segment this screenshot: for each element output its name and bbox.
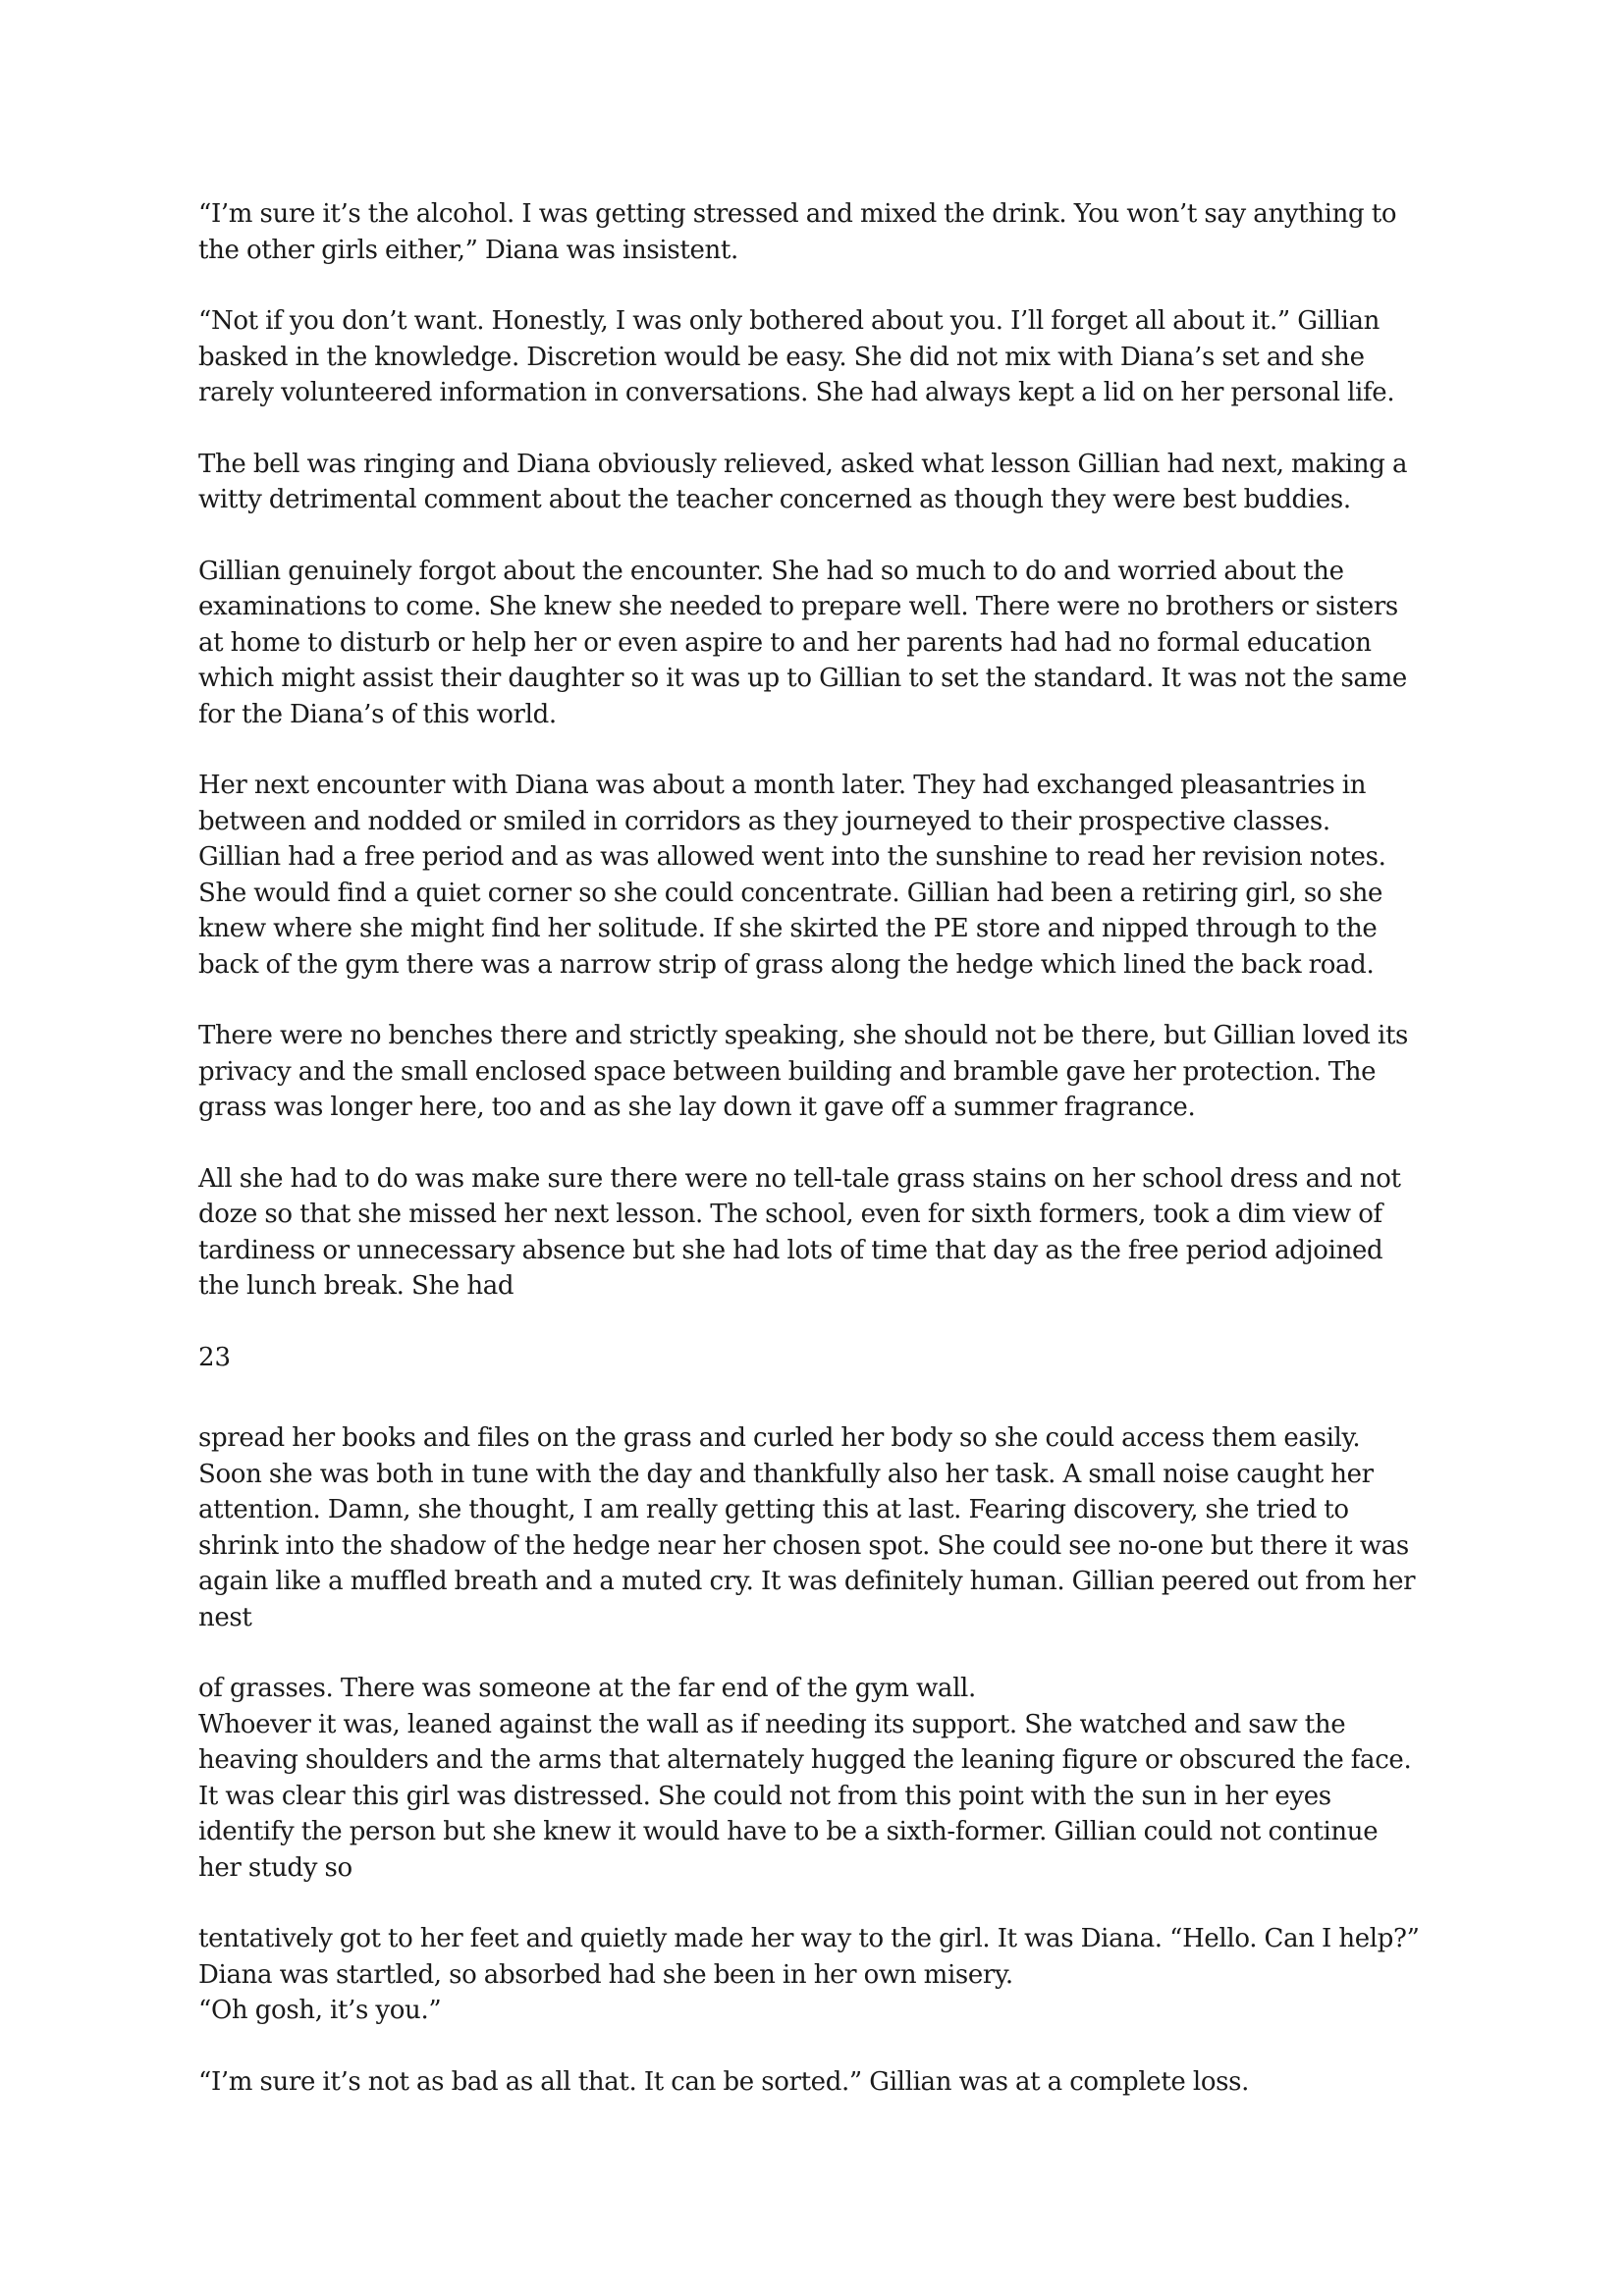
text-line: back of the gym there was a narrow strip of grass along the hedge which lined the back road.: [198, 949, 1375, 980]
text-line: Diana was startled, so absorbed had she been in her own misery.: [198, 1959, 1013, 1990]
paragraph: [198, 196, 1465, 268]
text-line: between and nodded or smiled in corridors as they journeyed to their prospective classes.: [198, 806, 1330, 836]
text-line: There were no benches there and strictly speaking, she should not be there, but Gillian loved its: [198, 1021, 1409, 1050]
text-line: identify the person but she knew it would have to be a sixth-former. Gillian could not continue: [198, 1817, 1379, 1846]
paragraph: [198, 768, 1465, 983]
text-line: tardiness or unnecessary absence but she had lots of time that day as the free period adjoined: [198, 1235, 1383, 1265]
text-line: “Not if you don’t want. Honestly, I was only bothered about you. I’ll forget all about it.” Gillian: [198, 306, 1380, 336]
text-line: It was clear this girl was distressed. She could not from this point with the sun in her eyes: [198, 1781, 1331, 1811]
text-line: her study so: [198, 1852, 352, 1883]
text-line: Her next encounter with Diana was about a month later. They had exchanged pleasantries in: [198, 771, 1367, 800]
text-line: tentatively got to her feet and quietly made her way to the girl. It was Diana. “Hello. Can I help?”: [198, 1924, 1420, 1953]
text-line: the other girls either,” Diana was insistent.: [198, 235, 738, 265]
page-body-top: [198, 196, 1465, 1305]
text-line: rarely volunteered information in conversations. She had always kept a lid on her personal life.: [198, 378, 1395, 407]
text-line: spread her books and files on the grass and curled her body so she could access them easily.: [198, 1423, 1361, 1453]
text-line: again like a muffled breath and a muted cry. It was definitely human. Gillian peered out from her: [198, 1567, 1416, 1596]
text-line: heaving shoulders and the arms that alternately hugged the leaning figure or obscured the face.: [198, 1745, 1412, 1775]
paragraph: [198, 1671, 1465, 1886]
text-line: The bell was ringing and Diana obviously relieved, asked what lesson Gillian had next, making a: [198, 449, 1408, 479]
text-line: for the Diana’s of this world.: [198, 699, 557, 729]
text-line: witty detrimental comment about the teacher concerned as though they were best buddies.: [198, 485, 1351, 514]
text-line: doze so that she missed her next lesson. The school, even for sixth formers, took a dim view of: [198, 1200, 1382, 1229]
text-line: of grasses. There was someone at the far end of the gym wall.: [198, 1674, 976, 1703]
paragraph: [198, 303, 1465, 411]
text-line: attention. Damn, she thought, I am really getting this at last. Fearing discovery, she tried to: [198, 1495, 1349, 1524]
text-line: privacy and the small enclosed space between building and bramble gave her protection. The: [198, 1056, 1377, 1087]
text-line: She would find a quiet corner so she could concentrate. Gillian had been a retiring girl, so she: [198, 878, 1383, 908]
paragraph: [198, 1420, 1465, 1635]
paragraph: [198, 2064, 1465, 2101]
text-line: “I’m sure it’s not as bad as all that. It can be sorted.” Gillian was at a complete loss.: [198, 2066, 1250, 2097]
text-line: All she had to do was make sure there were no tell-tale grass stains on her school dress and not: [198, 1163, 1401, 1194]
paragraph: [198, 554, 1465, 733]
paragraph: [198, 447, 1465, 518]
text-line: grass was longer here, too and as she lay down it gave off a summer fragrance.: [198, 1093, 1196, 1122]
text-line: which might assist their daughter so it was up to Gillian to set the standard. It was not the same: [198, 664, 1407, 693]
paragraph: [198, 1161, 1465, 1305]
paragraph: [198, 1921, 1465, 2029]
text-line: the lunch break. She had: [198, 1271, 514, 1301]
text-line: Whoever it was, leaned against the wall as if needing its support. She watched and saw the: [198, 1709, 1346, 1739]
text-line: nest: [198, 1602, 252, 1632]
text-line: examinations to come. She knew she needed to prepare well. There were no brothers or sisters: [198, 592, 1398, 621]
text-line: “I’m sure it’s the alcohol. I was getting stressed and mixed the drink. You won’t say anything to: [198, 199, 1397, 229]
text-line: “Oh gosh, it’s you.”: [198, 1996, 442, 2025]
document-page: [198, 196, 1465, 2135]
text-line: shrink into the shadow of the hedge near her chosen spot. She could see no-one but there it was: [198, 1530, 1409, 1561]
text-line: Gillian had a free period and as was allowed went into the sunshine to read her revision notes.: [198, 842, 1386, 872]
text-line: Gillian genuinely forgot about the encounter. She had so much to do and worried about the: [198, 556, 1344, 586]
text-line: basked in the knowledge. Discretion would be easy. She did not mix with Diana’s set and she: [198, 342, 1365, 372]
page-body-bottom: [198, 1420, 1465, 2100]
text-line: knew where she might find her solitude. If she skirted the PE store and nipped through to the: [198, 914, 1378, 943]
text-line: Soon she was both in tune with the day and thankfully also her task. A small noise caught her: [198, 1459, 1374, 1489]
text-line: at home to disturb or help her or even aspire to and her parents had had no formal education: [198, 627, 1372, 658]
paragraph: [198, 1018, 1465, 1126]
page-number: 23: [198, 1342, 232, 1372]
